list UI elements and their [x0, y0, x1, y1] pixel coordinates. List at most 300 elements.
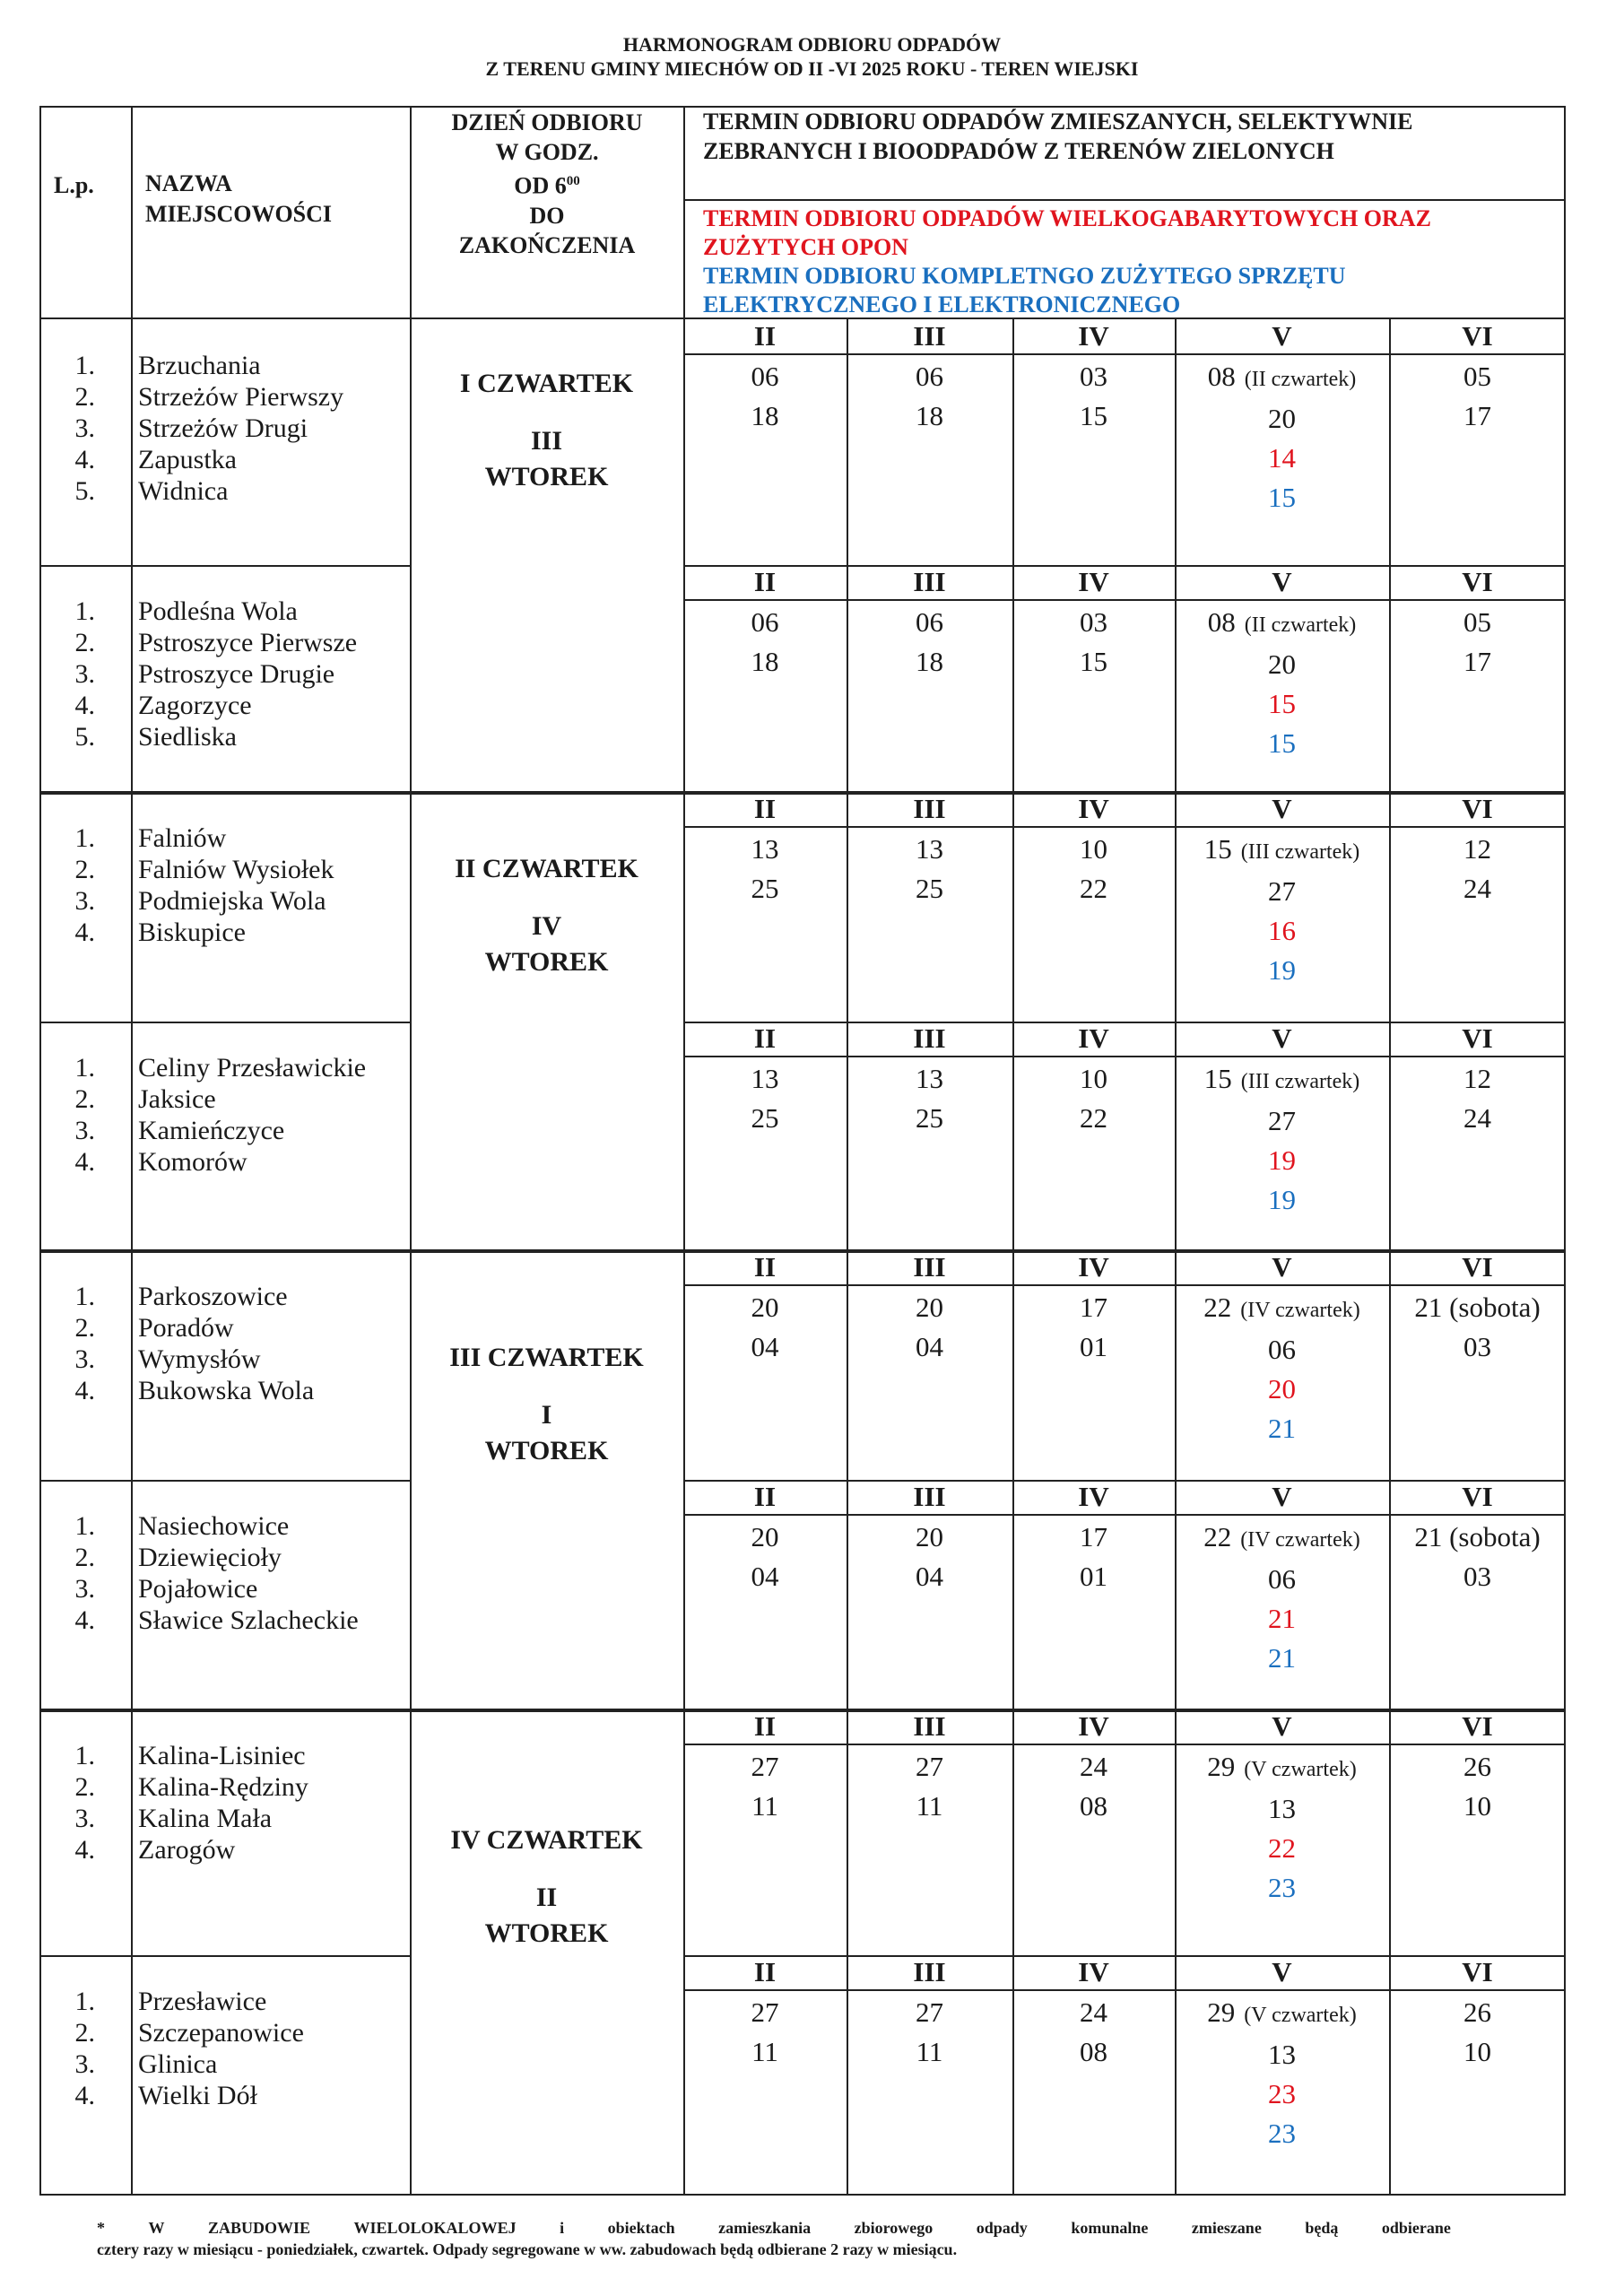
pickup-date: 06	[751, 361, 779, 392]
month-header: III	[913, 1710, 946, 1742]
month-header: VI	[1462, 320, 1493, 352]
village-number: 3.	[74, 413, 95, 443]
month-header: III	[913, 1251, 946, 1283]
village-name: Kalina-Rędziny	[138, 1772, 308, 1802]
weee-header-line: TERMIN ODBIORU KOMPLETNGO ZUŻYTEGO SPRZĘTU	[703, 263, 1346, 289]
village-row	[39, 1573, 410, 1605]
village-number: 4.	[74, 1376, 95, 1405]
pickup-date: 01	[1080, 1561, 1107, 1592]
village-row	[39, 1510, 410, 1542]
pickup-hour: OD 6	[514, 172, 567, 199]
pickup-date: 06	[916, 361, 943, 392]
footnote-word: zbiorowego	[854, 2219, 934, 2237]
bulky-waste-date: 19	[1268, 1144, 1296, 1176]
pickup-date: 17	[1463, 646, 1491, 677]
village-name: Bukowska Wola	[138, 1376, 315, 1405]
village-list	[39, 1052, 410, 1178]
village-row	[39, 1375, 410, 1406]
village-name: Szczepanowice	[138, 2018, 304, 2048]
pickup-day-week: IV	[531, 911, 562, 941]
village-name: Strzeżów Drugi	[138, 413, 308, 443]
pickup-day-thursday: II CZWARTEK	[455, 854, 638, 883]
month-dates	[1012, 1288, 1175, 1367]
month-header-divider	[683, 1744, 1566, 1745]
month-header: VI	[1462, 1481, 1493, 1512]
village-number: 3.	[74, 1344, 95, 1374]
month-header: III	[913, 566, 946, 597]
footnote-line-2: cztery razy w miesiącu - poniedziałek, czwartek. Odpady segregowane w ww. zabudowach będą odbierane 2 razy w miesiącu.	[97, 2240, 958, 2258]
month-header: V	[1272, 566, 1292, 597]
month-column-separator	[847, 1955, 848, 2196]
pickup-date: 10	[1080, 1063, 1107, 1094]
footnote-word: i	[560, 2219, 565, 2237]
pickup-date: 15	[1080, 646, 1107, 677]
month-header: V	[1272, 320, 1292, 352]
pickup-date: 22	[1203, 1521, 1232, 1552]
month-dates-may	[1175, 1993, 1389, 2153]
month-header: II	[753, 1251, 777, 1283]
pickup-date: 03	[1463, 1331, 1491, 1362]
pickup-day-week: I	[541, 1400, 552, 1430]
village-name-header-line: MIEJSCOWOŚCI	[145, 201, 333, 227]
village-number: 2.	[74, 382, 95, 412]
pickup-date: 06	[751, 606, 779, 638]
pickup-date: 03	[1080, 361, 1107, 392]
village-row	[39, 1834, 410, 1866]
pickup-date: 04	[751, 1561, 779, 1592]
village-row	[39, 1052, 410, 1083]
month-header: VI	[1462, 1710, 1493, 1742]
pickup-week-note: (V czwartek)	[1244, 1758, 1357, 1781]
village-row	[39, 1115, 410, 1146]
weee-date: 23	[1268, 2118, 1296, 2149]
pickup-date: 13	[1268, 2039, 1296, 2070]
pickup-day-block	[410, 1709, 683, 2196]
village-name: Brzuchania	[138, 351, 261, 380]
village-row	[39, 917, 410, 948]
month-header: III	[913, 1022, 946, 1054]
pickup-date: 24	[1080, 1751, 1107, 1782]
month-column-separator	[1012, 1955, 1014, 2196]
month-header-divider	[683, 826, 1566, 828]
village-row	[39, 2080, 410, 2111]
pickup-date: 08	[1207, 361, 1236, 392]
month-header: V	[1272, 1481, 1292, 1512]
village-list	[39, 596, 410, 752]
village-row	[39, 854, 410, 885]
month-header: V	[1272, 793, 1292, 824]
village-number: 2.	[74, 628, 95, 657]
village-name: Poradów	[138, 1313, 234, 1343]
document-title: HARMONOGRAM ODBIORU ODPADÓW	[622, 33, 1002, 56]
village-row	[39, 1083, 410, 1115]
pickup-date: 29	[1207, 1996, 1236, 2028]
village-name: Komorów	[138, 1147, 248, 1177]
month-header: VI	[1462, 1022, 1493, 1054]
pickup-date: 27	[916, 1751, 943, 1782]
village-name: Falniów Wysiołek	[138, 855, 334, 884]
village-name: Zapustka	[138, 445, 237, 474]
village-name: Zarogów	[138, 1835, 236, 1865]
village-list	[39, 1510, 410, 1636]
pickup-date: 18	[916, 646, 943, 677]
pickup-date: 13	[751, 833, 779, 865]
month-dates-june	[1389, 1518, 1566, 1596]
pickup-date: 25	[916, 1102, 943, 1134]
may-first-date-row	[1175, 1993, 1389, 2035]
pickup-day-tuesday: WTOREK	[484, 462, 609, 491]
pickup-date: 12	[1463, 1063, 1491, 1094]
pickup-date: 24	[1080, 1996, 1107, 2028]
month-header: II	[753, 320, 777, 352]
village-number: 3.	[74, 1804, 95, 1833]
village-number: 4.	[74, 1605, 95, 1635]
village-row	[39, 596, 410, 627]
month-header: IV	[1078, 1022, 1109, 1054]
pickup-date: 27	[1268, 875, 1296, 907]
month-header-divider	[683, 1056, 1566, 1057]
month-header-divider	[683, 1284, 1566, 1286]
document-subtitle: Z TERENU GMINY MIECHÓW OD II -VI 2025 ROKU - TEREN WIEJSKI	[485, 57, 1139, 80]
pickup-date: 04	[916, 1561, 943, 1592]
pickup-week-note: (V czwartek)	[1244, 2004, 1357, 2027]
pickup-day-thursday: III CZWARTEK	[449, 1343, 644, 1372]
pickup-date: 29	[1207, 1751, 1236, 1782]
bulky-waste-header-line: ZUŻYTYCH OPON	[703, 234, 908, 260]
month-dates	[683, 1288, 847, 1367]
pickup-date: 08	[1080, 1790, 1107, 1822]
pickup-date: 06	[1268, 1334, 1296, 1365]
village-row	[39, 1740, 410, 1771]
bulky-waste-header-line: TERMIN ODBIORU ODPADÓW WIELKOGABARYTOWYCH ORAZ	[703, 205, 1431, 231]
village-row	[39, 1312, 410, 1344]
village-row	[39, 1542, 410, 1573]
header-divider	[683, 199, 1566, 201]
village-number: 3.	[74, 1116, 95, 1145]
weee-date: 19	[1268, 1184, 1296, 1215]
pickup-date: 06	[1268, 1563, 1296, 1595]
village-row	[39, 627, 410, 658]
pickup-date: 13	[916, 1063, 943, 1094]
footnote-word: komunalne	[1071, 2219, 1149, 2237]
village-name: Pstroszyce Drugie	[138, 659, 335, 689]
village-number: 2.	[74, 1772, 95, 1802]
pickup-date: 17	[1080, 1521, 1107, 1552]
pickup-date: 25	[751, 873, 779, 904]
pickup-day-header-line: DO	[529, 202, 565, 229]
village-name: Pojałowice	[138, 1574, 258, 1604]
village-row	[39, 350, 410, 381]
group-separator	[39, 1480, 410, 1482]
village-row	[39, 690, 410, 721]
village-name: Dziewięcioły	[138, 1543, 282, 1572]
village-list	[39, 1986, 410, 2111]
footnote-word: ZABUDOWIE	[208, 2219, 311, 2237]
pickup-date: 20	[1268, 403, 1296, 434]
pickup-week-note: (IV czwartek)	[1240, 1528, 1360, 1552]
month-dates-june	[1389, 830, 1566, 909]
pickup-date: 21 (sobota)	[1414, 1292, 1541, 1323]
village-name: Celiny Przesławickie	[138, 1053, 367, 1083]
pickup-date: 25	[751, 1102, 779, 1134]
pickup-date: 18	[751, 400, 779, 431]
month-dates-june	[1389, 1993, 1566, 2072]
bulky-waste-date: 16	[1268, 915, 1296, 946]
village-number: 1.	[74, 1511, 95, 1541]
village-name: Pstroszyce Pierwsze	[138, 628, 358, 657]
month-header: V	[1272, 1956, 1292, 1987]
village-number: 4.	[74, 918, 95, 947]
month-dates	[847, 1059, 1012, 1138]
pickup-day-header-line: ZAKOŃCZENIA	[458, 231, 636, 258]
month-header: II	[753, 1710, 777, 1742]
pickup-day-week: II	[535, 1883, 558, 1912]
pickup-date: 11	[916, 2036, 943, 2067]
pickup-day-header	[413, 108, 682, 260]
pickup-date: 27	[751, 1751, 779, 1782]
village-number: 5.	[74, 476, 95, 506]
pickup-day-thursday: IV CZWARTEK	[450, 1825, 643, 1855]
pickup-date: 17	[1080, 1292, 1107, 1323]
mixed-waste-header	[685, 107, 1564, 166]
village-name-header-line: NAZWA	[145, 170, 232, 196]
table-border-top	[39, 106, 1566, 108]
village-number: 4.	[74, 1147, 95, 1177]
village-row	[39, 475, 410, 507]
month-header: II	[753, 1956, 777, 1987]
pickup-hour-minutes: 00	[566, 174, 580, 188]
month-dates	[847, 830, 1012, 909]
month-dates	[847, 357, 1012, 436]
pickup-day-thursday: I CZWARTEK	[459, 369, 634, 398]
village-number: 4.	[74, 691, 95, 720]
pickup-date: 17	[1463, 400, 1491, 431]
bulky-waste-date: 22	[1268, 1832, 1296, 1864]
bulky-weee-header	[685, 204, 1564, 319]
month-header: IV	[1078, 1710, 1109, 1742]
pickup-date: 18	[751, 646, 779, 677]
village-number: 1.	[74, 1053, 95, 1083]
may-first-date-row	[1175, 1059, 1389, 1101]
month-header: III	[913, 1481, 946, 1512]
village-list	[39, 350, 410, 507]
bulky-waste-date: 15	[1268, 688, 1296, 719]
weee-date: 21	[1268, 1413, 1296, 1444]
village-list	[39, 1740, 410, 1866]
village-name-header	[145, 169, 396, 230]
village-number: 4.	[74, 445, 95, 474]
month-dates	[683, 603, 847, 682]
pickup-date: 20	[916, 1521, 943, 1552]
month-header-divider	[683, 1989, 1566, 1991]
pickup-date: 13	[751, 1063, 779, 1094]
pickup-day-block	[410, 319, 683, 792]
village-name: Podleśna Wola	[138, 596, 298, 626]
month-header: II	[753, 793, 777, 824]
month-header: II	[753, 1481, 777, 1512]
month-dates	[847, 1518, 1012, 1596]
village-number: 1.	[74, 823, 95, 853]
village-number: 1.	[74, 1741, 95, 1770]
table-border-bottom	[39, 2194, 1566, 2196]
village-number: 5.	[74, 722, 95, 752]
village-name: Parkoszowice	[138, 1282, 288, 1311]
month-dates-may	[1175, 1288, 1389, 1448]
pickup-date: 13	[916, 833, 943, 865]
mixed-waste-header-line: ZEBRANYCH I BIOODPADÓW Z TERENÓW ZIELONYCH	[703, 138, 1334, 164]
month-header: IV	[1078, 566, 1109, 597]
footnote-word: odbierane	[1381, 2219, 1451, 2237]
pickup-date: 26	[1463, 1996, 1491, 2028]
pickup-date: 20	[751, 1292, 779, 1323]
pickup-date: 20	[1268, 648, 1296, 680]
pickup-date: 24	[1463, 1102, 1491, 1134]
month-header: IV	[1078, 1251, 1109, 1283]
pickup-date: 24	[1463, 873, 1491, 904]
footnote-word: *	[97, 2219, 105, 2237]
pickup-day-tuesday: WTOREK	[484, 947, 609, 977]
may-first-date-row	[1175, 357, 1389, 399]
month-dates	[1012, 603, 1175, 682]
pickup-date: 12	[1463, 833, 1491, 865]
pickup-day-week: III	[530, 426, 563, 456]
pickup-date: 03	[1463, 1561, 1491, 1592]
may-first-date-row	[1175, 603, 1389, 645]
weee-date: 15	[1268, 482, 1296, 513]
pickup-day-header-line: W GODZ.	[495, 139, 599, 165]
bulky-waste-date: 14	[1268, 442, 1296, 474]
village-name: Wymysłów	[138, 1344, 261, 1374]
month-header: III	[913, 1956, 946, 1987]
pickup-day-block	[410, 1250, 683, 1709]
month-dates-june	[1389, 357, 1566, 436]
month-header: IV	[1078, 1956, 1109, 1987]
pickup-date: 25	[916, 873, 943, 904]
pickup-date: 10	[1080, 833, 1107, 865]
pickup-date: 22	[1080, 873, 1107, 904]
pickup-date: 15	[1203, 833, 1232, 865]
month-dates	[1012, 1059, 1175, 1138]
pickup-date: 27	[1268, 1105, 1296, 1136]
village-name: Zagorzyce	[138, 691, 252, 720]
village-row	[39, 381, 410, 413]
month-header: VI	[1462, 1956, 1493, 1987]
month-dates-may	[1175, 1518, 1389, 1678]
village-number: 4.	[74, 2081, 95, 2110]
village-number: 4.	[74, 1835, 95, 1865]
village-name: Podmiejska Wola	[138, 886, 326, 916]
village-row	[39, 1803, 410, 1834]
village-name: Glinica	[138, 2049, 218, 2079]
village-name: Wielki Dół	[138, 2081, 257, 2110]
pickup-date: 08	[1207, 606, 1236, 638]
month-dates-may	[1175, 1747, 1389, 1908]
footnote-word: WIELOLOKALOWEJ	[353, 2219, 517, 2237]
month-dates-may	[1175, 603, 1389, 763]
village-row	[39, 1146, 410, 1178]
footnote-word: W	[148, 2219, 165, 2237]
may-first-date-row	[1175, 830, 1389, 872]
month-header: III	[913, 320, 946, 352]
month-header-divider	[683, 599, 1566, 601]
pickup-date: 26	[1463, 1751, 1491, 1782]
group-separator	[39, 565, 410, 567]
pickup-date: 21 (sobota)	[1414, 1521, 1541, 1552]
pickup-day-block	[410, 792, 683, 1250]
month-header: II	[753, 566, 777, 597]
month-header: V	[1272, 1022, 1292, 1054]
mixed-waste-header-line: TERMIN ODBIORU ODPADÓW ZMIESZANYCH, SELEKTYWNIE	[703, 109, 1413, 135]
weee-date: 19	[1268, 954, 1296, 986]
pickup-date: 10	[1463, 1790, 1491, 1822]
village-row	[39, 1986, 410, 2017]
pickup-date: 01	[1080, 1331, 1107, 1362]
month-dates-june	[1389, 1059, 1566, 1138]
village-row	[39, 1771, 410, 1803]
month-dates	[683, 1993, 847, 2072]
month-dates	[683, 1059, 847, 1138]
pickup-date: 06	[916, 606, 943, 638]
village-number: 2.	[74, 855, 95, 884]
weee-date: 21	[1268, 1642, 1296, 1674]
pickup-date: 18	[916, 400, 943, 431]
village-number: 1.	[74, 1282, 95, 1311]
village-name: Kalina-Lisiniec	[138, 1741, 306, 1770]
footnote-line-1	[97, 2217, 1451, 2239]
village-number: 3.	[74, 2049, 95, 2079]
month-dates-june	[1389, 603, 1566, 682]
village-row	[39, 2017, 410, 2048]
pickup-date: 20	[916, 1292, 943, 1323]
village-row	[39, 658, 410, 690]
month-dates	[683, 830, 847, 909]
bulky-waste-date: 20	[1268, 1373, 1296, 1405]
month-dates-june	[1389, 1288, 1566, 1367]
pickup-date: 20	[751, 1521, 779, 1552]
village-row	[39, 413, 410, 444]
bulky-waste-date: 21	[1268, 1603, 1296, 1634]
village-name: Kamieńczyce	[138, 1116, 285, 1145]
village-name: Nasiechowice	[138, 1511, 290, 1541]
village-number: 2.	[74, 1543, 95, 1572]
may-first-date-row	[1175, 1288, 1389, 1330]
village-name: Siedliska	[138, 722, 237, 752]
village-name: Kalina Mała	[138, 1804, 273, 1833]
village-row	[39, 2048, 410, 2080]
pickup-day-header-line: DZIEŃ ODBIORU	[451, 109, 643, 135]
village-name: Biskupice	[138, 918, 246, 947]
village-row	[39, 822, 410, 854]
month-dates	[683, 357, 847, 436]
village-number: 1.	[74, 351, 95, 380]
village-list	[39, 822, 410, 948]
village-number: 3.	[74, 659, 95, 689]
month-column-separator	[1389, 1955, 1391, 2196]
footnote-word: zmieszane	[1191, 2219, 1262, 2237]
pickup-day-tuesday: WTOREK	[484, 1436, 609, 1465]
pickup-date: 05	[1463, 361, 1491, 392]
pickup-date: 03	[1080, 606, 1107, 638]
pickup-week-note: (III czwartek)	[1240, 840, 1360, 864]
pickup-date: 15	[1203, 1063, 1232, 1094]
pickup-date: 27	[751, 1996, 779, 2028]
village-row	[39, 885, 410, 917]
village-name: Strzeżów Pierwszy	[138, 382, 344, 412]
month-dates	[1012, 830, 1175, 909]
month-header: III	[913, 793, 946, 824]
month-header: V	[1272, 1710, 1292, 1742]
village-name: Przesławice	[138, 1987, 267, 2016]
